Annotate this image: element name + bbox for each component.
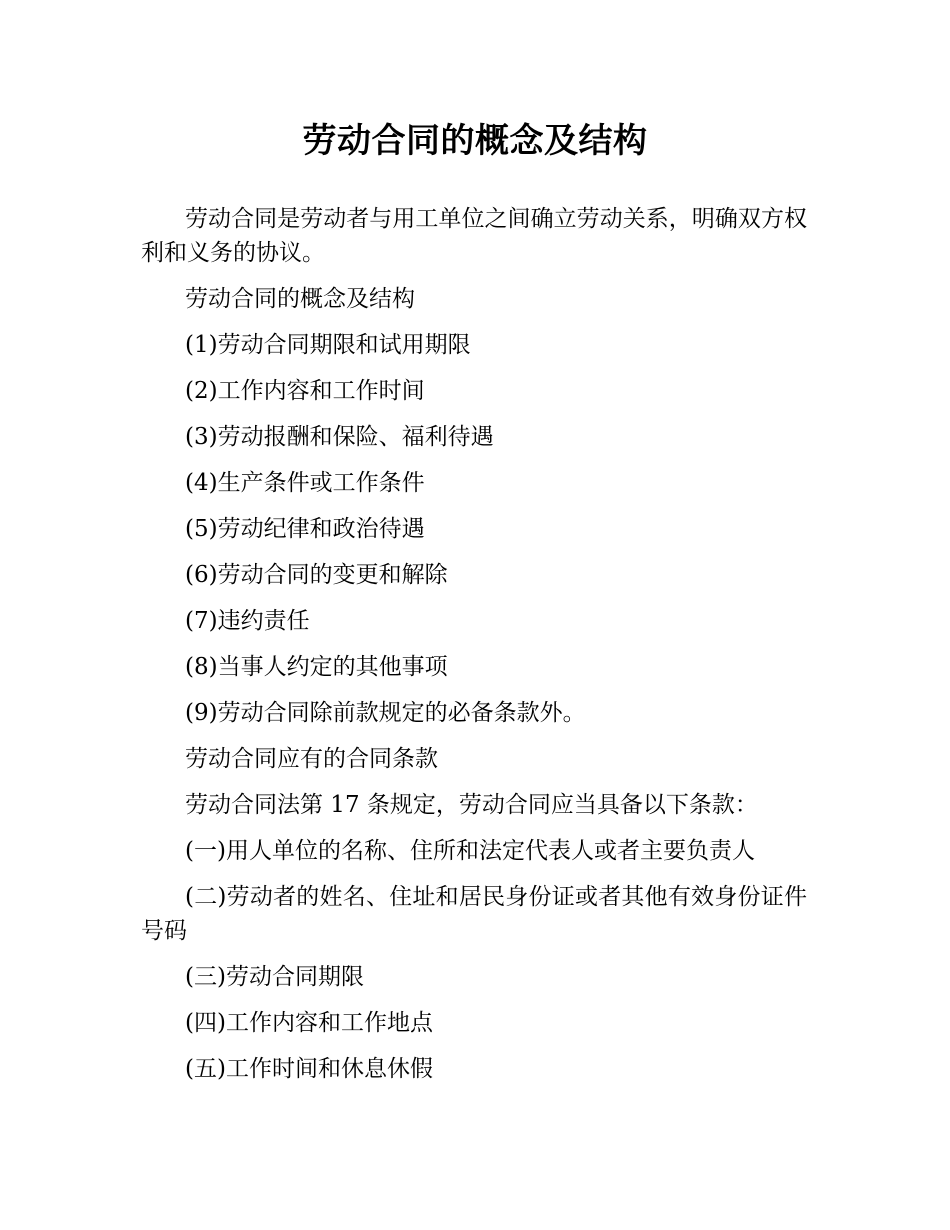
list-item-3: (3)劳动报酬和保险、福利待遇: [185, 424, 494, 450]
paragraph-law-reference: 劳动合同法第 17 条规定，劳动合同应当具备以下条款：: [185, 792, 758, 818]
document-title: 劳动合同的概念及结构: [302, 121, 648, 161]
list-item-7: (7)违约责任: [185, 608, 310, 634]
paragraph-heading-concept: 劳动合同的概念及结构: [185, 286, 415, 312]
list-item-8: (8)当事人约定的其他事项: [185, 654, 448, 680]
paragraph-heading-clauses: 劳动合同应有的合同条款: [185, 746, 438, 772]
clause-item-4: (四)工作内容和工作地点: [185, 1010, 433, 1036]
clause-item-3: (三)劳动合同期限: [185, 964, 364, 990]
list-item-1: (1)劳动合同期限和试用期限: [185, 332, 471, 358]
list-item-6: (6)劳动合同的变更和解除: [185, 562, 448, 588]
list-item-9: (9)劳动合同除前款规定的必备条款外。: [185, 700, 586, 726]
clause-item-2: (二)劳动者的姓名、住址和居民身份证或者其他有效身份证件号码: [141, 884, 807, 944]
list-item-2: (2)工作内容和工作时间: [185, 378, 425, 404]
clause-item-1: (一)用人单位的名称、住所和法定代表人或者主要负责人: [185, 838, 755, 864]
list-item-5: (5)劳动纪律和政治待遇: [185, 516, 425, 542]
document-body: [141, 202, 807, 1098]
list-item-4: (4)生产条件或工作条件: [185, 470, 425, 496]
clause-item-5: (五)工作时间和休息休假: [185, 1056, 433, 1082]
paragraph-intro: 劳动合同是劳动者与用工单位之间确立劳动关系，明确双方权利和义务的协议。: [141, 206, 807, 266]
